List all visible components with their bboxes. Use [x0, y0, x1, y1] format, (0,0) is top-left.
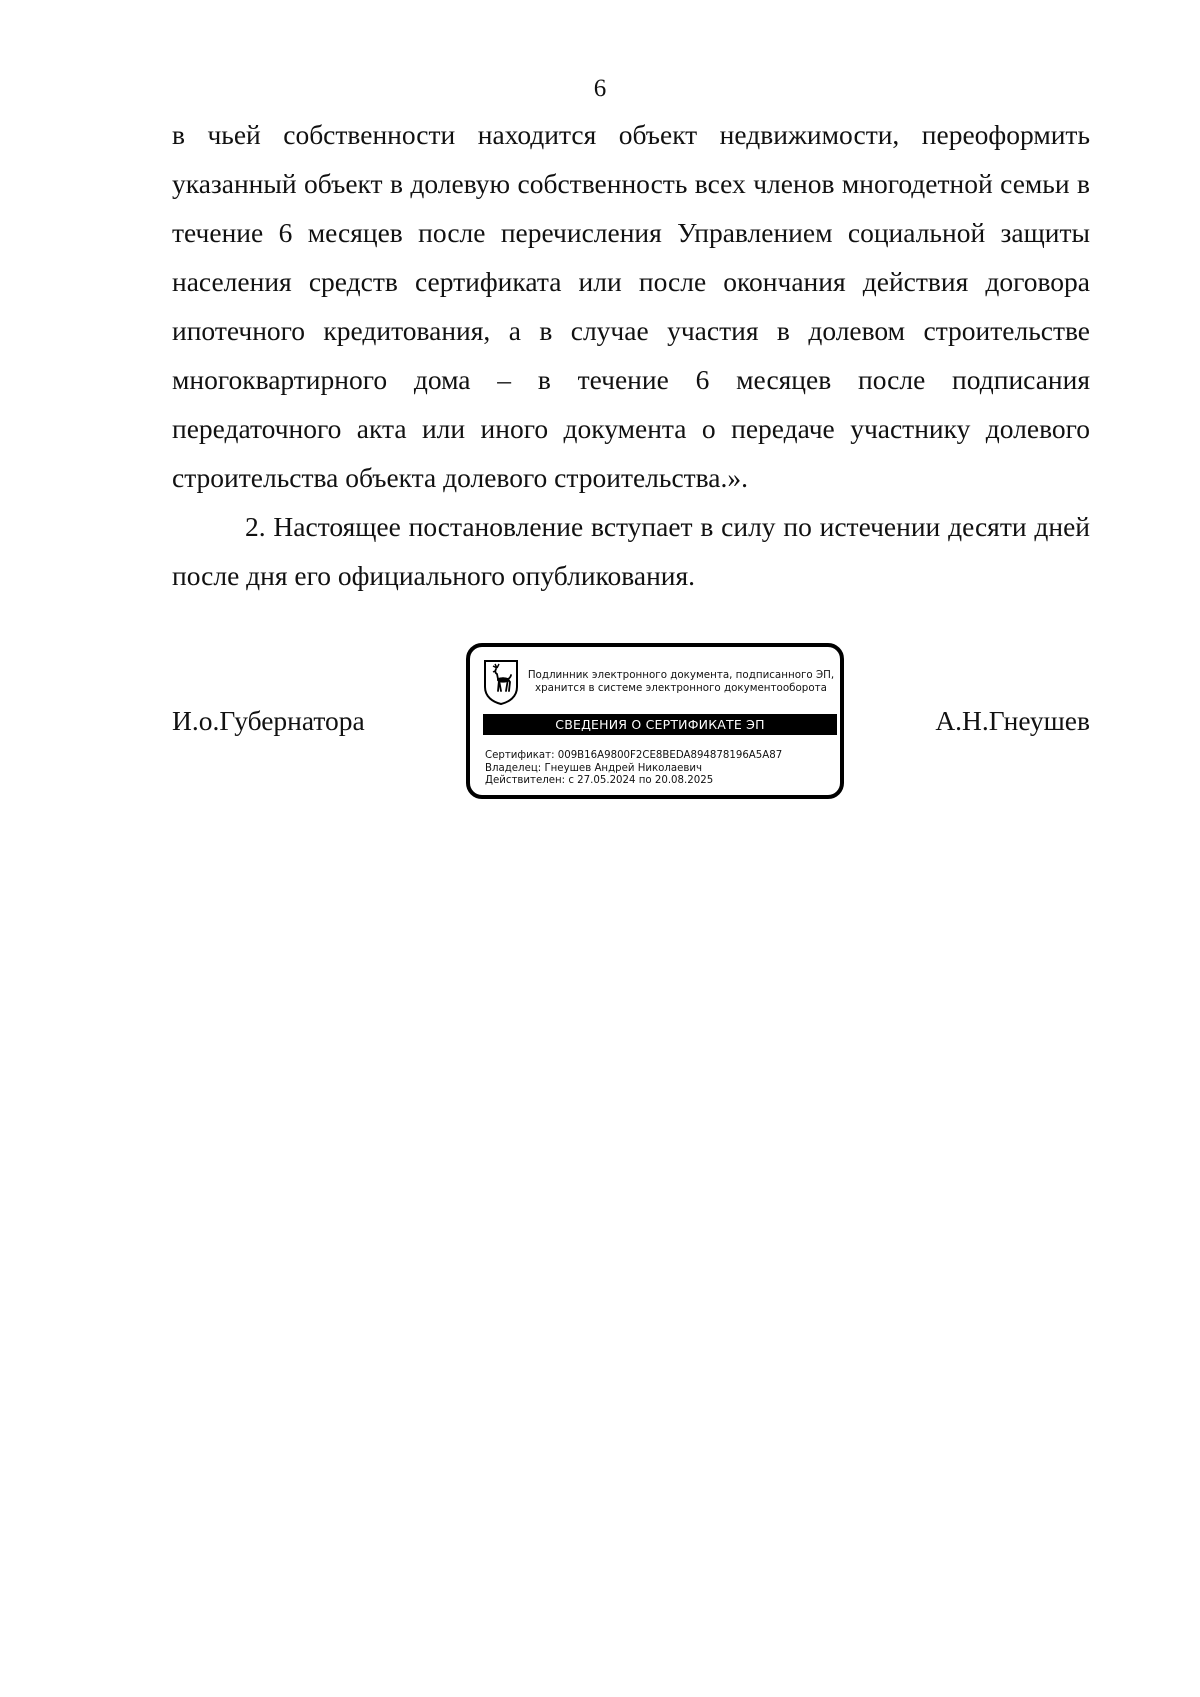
document-body [172, 110, 1090, 600]
signatory-role: И.о.Губернатора [172, 705, 365, 736]
stamp-certificate-number: Сертификат: 009B16A9800F2CE8BEDA894878196A5A87 [485, 750, 783, 761]
stamp-certificate-details [485, 750, 782, 788]
stamp-certificate-validity: Действителен: с 27.05.2024 по 20.08.2025 [485, 775, 714, 786]
paragraph-continuation: в чьей собственности находится объект недвижимости, переоформить указанный объект в долевую собственность всех членов многодетной семьи в течение 6 месяцев после перечисления Управлением социальной защиты населения средств сертификата или после окончания действия договора ипотечного кредитования, а в случае участия в долевом строительстве многоквартирного дома – в течение 6 месяцев после подписания передаточного акта или иного документа о передаче участнику долевого строительства объекта долевого строительства.». [172, 119, 1090, 493]
coat-of-arms-deer-icon [483, 659, 519, 705]
stamp-band-title: СВЕДЕНИЯ О СЕРТИФИКАТЕ ЭП [483, 714, 837, 735]
page-number: 6 [593, 75, 607, 102]
electronic-signature-stamp [466, 643, 844, 799]
signatory-name: А.Н.Гнеушев [935, 705, 1090, 736]
stamp-header [522, 669, 840, 695]
stamp-certificate-owner: Владелец: Гнеушев Андрей Николаевич [485, 762, 703, 774]
stamp-header-line-1: Подлинник электронного документа, подписанного ЭП, [527, 669, 835, 681]
paragraph-clause-2: 2. Настоящее постановление вступает в силу по истечении десяти дней после дня его официального опубликования. [172, 511, 1090, 591]
stamp-header-line-2: хранится в системе электронного документооборота [535, 682, 827, 694]
